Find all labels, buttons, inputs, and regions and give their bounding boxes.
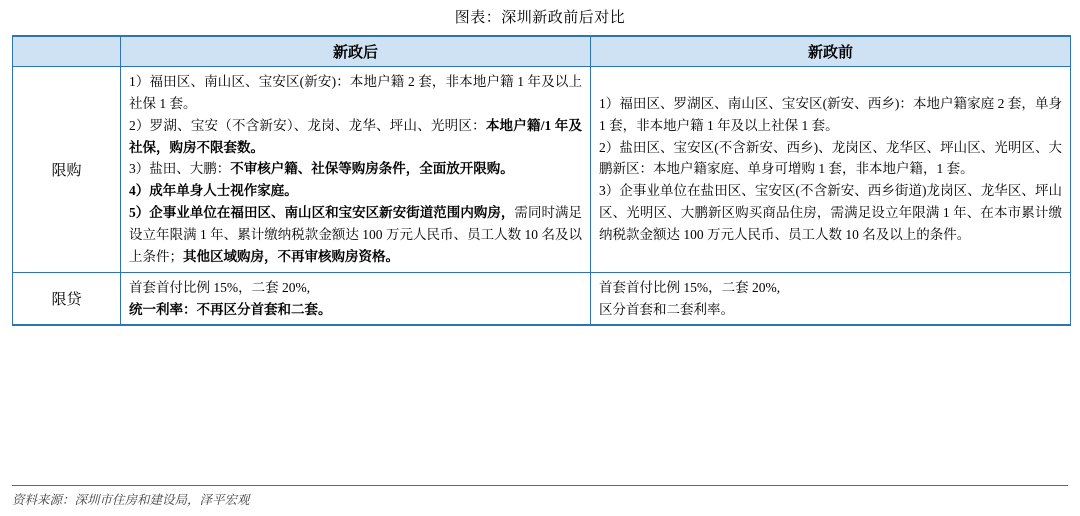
source-divider bbox=[12, 485, 1068, 486]
header-cell-old-policy: 新政前 bbox=[591, 36, 1071, 67]
comparison-table bbox=[12, 35, 1071, 326]
text: 3）盐田、大鹏： bbox=[129, 161, 231, 177]
paragraph bbox=[129, 277, 582, 299]
header-cell-blank bbox=[13, 36, 121, 67]
text: 区分首套和二套利率。 bbox=[599, 301, 734, 317]
row-label-purchase-restriction: 限购 bbox=[13, 67, 121, 273]
source-note: 资料来源：深圳市住房和建设局，泽平宏观 bbox=[12, 493, 250, 507]
paragraph bbox=[129, 158, 582, 180]
emphasis-text: 5）企事业单位在福田区、南山区和宝安区新安街道范围内购房， bbox=[129, 205, 515, 221]
text: 1）福田区、南山区、宝安区(新安)：本地户籍 2 套，非本地户籍 1 年及以上社保 1 套。 bbox=[129, 74, 582, 111]
header-cell-new-policy: 新政后 bbox=[121, 36, 591, 67]
table-header-row bbox=[13, 36, 1071, 67]
text: 2）盐田区、宝安区(不含新安、西乡)、龙岗区、龙华区、坪山区、光明区、大鹏新区：本地户籍家庭、单身可增购 1 套，非本地户籍，1 套。 bbox=[599, 139, 1062, 177]
table-header bbox=[13, 36, 1071, 67]
paragraph bbox=[599, 277, 1062, 299]
row-label-loan-restriction: 限贷 bbox=[13, 272, 121, 325]
paragraph bbox=[599, 299, 1062, 321]
paragraph bbox=[599, 137, 1062, 181]
emphasis-text: 4）成年单身人士视作家庭。 bbox=[129, 183, 298, 199]
page-title: 图表：深圳新政前后对比 bbox=[454, 9, 626, 26]
table-row bbox=[13, 272, 1071, 325]
emphasis-text: 其他区域购房，不再审核购房资格。 bbox=[183, 248, 399, 264]
text: 首套首付比例 15%，二套 20%, bbox=[129, 279, 311, 295]
text: 3）企事业单位在盐田区、宝安区(不含新安、西乡街道)龙岗区、龙华区、坪山区、光明区、大鹏新区购买商品住房，需满足设立年限满 1 年、在本市累计缴纳税款金额达 100 万元人民币、员工人数 10 名及以上的条件。 bbox=[599, 183, 1062, 243]
emphasis-text: 本地户籍/1 年及社保，购房不限套数。 bbox=[129, 117, 582, 155]
cell-new-policy-purchase bbox=[121, 67, 591, 273]
paragraph bbox=[129, 180, 582, 202]
paragraph bbox=[129, 71, 582, 115]
paragraph bbox=[129, 115, 582, 159]
paragraph bbox=[129, 299, 582, 321]
paragraph bbox=[129, 202, 582, 268]
cell-old-policy-loan bbox=[591, 272, 1071, 325]
cell-new-policy-loan bbox=[121, 272, 591, 325]
emphasis-text: 不审核户籍、社保等购房条件，全面放开限购。 bbox=[230, 161, 514, 177]
text: 需同时满足设立年限满 1 年、累计缴纳税款金额达 100 万元人民币、员工人数 10 名及以上条件； bbox=[129, 205, 583, 264]
table-body bbox=[13, 67, 1071, 326]
table-row bbox=[13, 67, 1071, 273]
emphasis-text: 统一利率：不再区分首套和二套。 bbox=[129, 301, 332, 317]
paragraph bbox=[599, 180, 1062, 246]
text: 首套首付比例 15%，二套 20%, bbox=[599, 279, 781, 295]
paragraph bbox=[599, 93, 1062, 137]
cell-old-policy-purchase bbox=[591, 67, 1071, 273]
text: 2）罗湖、宝安（不含新安）、龙岗、龙华、坪山、光明区： bbox=[129, 117, 486, 133]
text: 1）福田区、罗湖区、南山区、宝安区(新安、西乡)：本地户籍家庭 2 套，单身 1 套，非本地户籍 1 年及以上社保 1 套。 bbox=[599, 95, 1062, 133]
